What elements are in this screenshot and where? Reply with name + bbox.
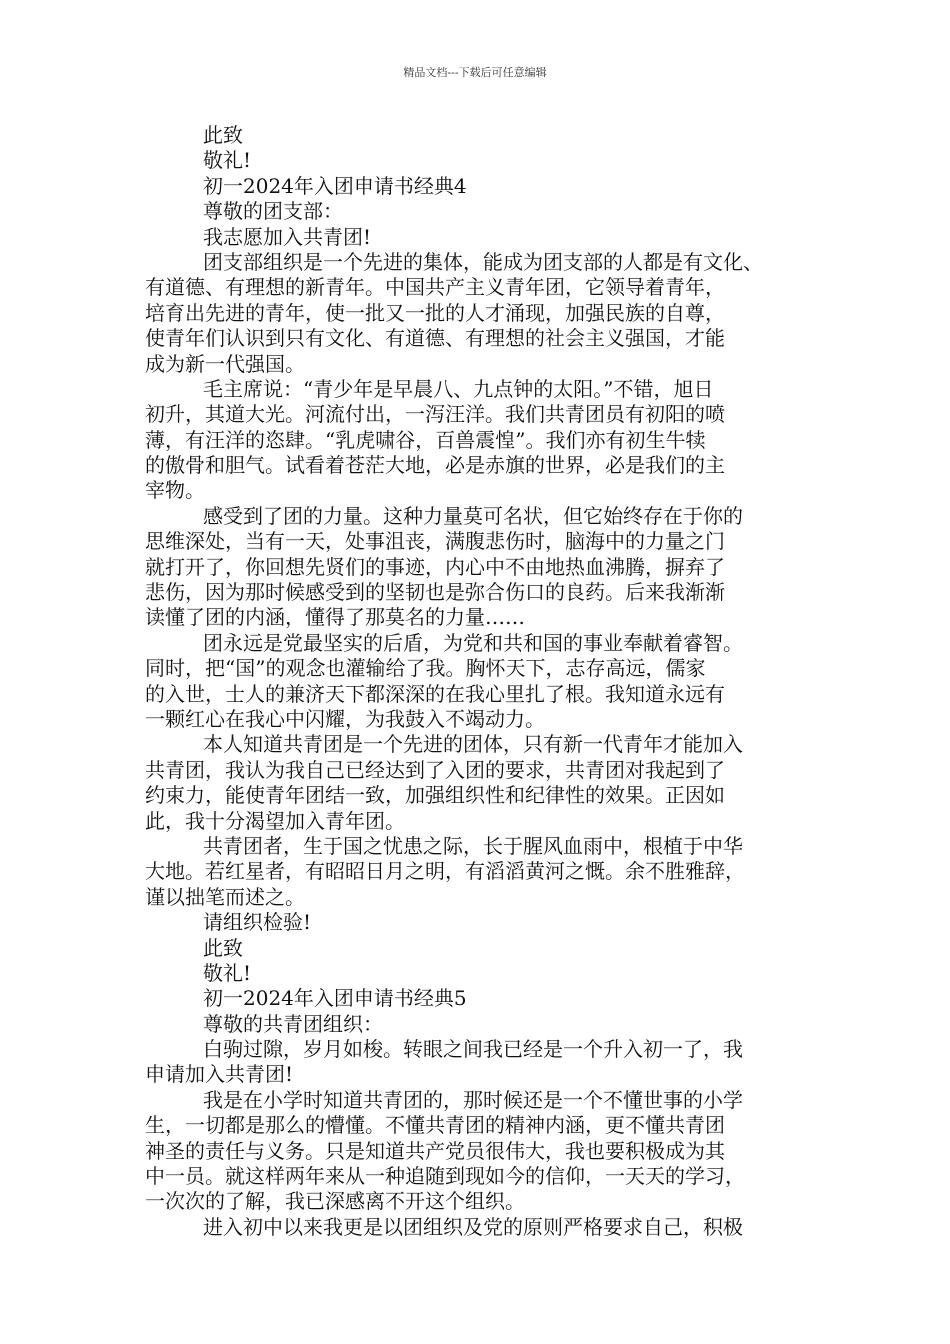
text-line: 共青团者，生于国之忧患之际，长于腥风血雨中，根植于中华 (203, 833, 743, 858)
text-line: 生，一切都是那么的懵懂。不懂共青团的精神内涵，更不懂共青团 (145, 1113, 725, 1138)
text-line: 的傲骨和胆气。试看着苍茫大地，必是赤旗的世界，必是我们的主 (145, 453, 725, 478)
text-line: 薄，有汪洋的恣肆。“乳虎啸谷，百兽震惶”。我们亦有初生牛犊 (145, 427, 706, 452)
text-line: 毛主席说：“青少年是早晨八、九点钟的太阳。”不错，旭日 (203, 376, 714, 401)
page-header: 精品文档---下载后可任意编辑 (403, 66, 547, 79)
text-line: 本人知道共青团是一个先进的团体，只有新一代青年才能加入 (203, 732, 743, 757)
text-line: 尊敬的团支部： (203, 199, 343, 224)
text-line: 进入初中以来我更是以团组织及党的原则严格要求自己，积极 (203, 1214, 743, 1239)
text-line: 敬礼! (203, 148, 252, 173)
text-line: 团支部组织是一个先进的集体，能成为团支部的人都是有文化、 (203, 249, 763, 274)
document-body (145, 123, 835, 1240)
text-line: 敬礼! (203, 960, 252, 985)
text-line: 感受到了团的力量。这种力量莫可名状，但它始终存在于你的 (203, 503, 743, 528)
text-line: 初升，其道大光。河流付出，一泻汪洋。我们共青团员有初阳的喷 (145, 402, 725, 427)
text-line: 我志愿加入共青团! (203, 224, 372, 249)
text-line: 请组织检验! (203, 910, 312, 935)
text-line: 初一2024年入团申请书经典4 (203, 173, 467, 198)
text-line: 谨以拙笔而述之。 (145, 884, 305, 909)
text-line: 的入世，士人的兼济天下都深深的在我心里扎了根。我知道永远有 (145, 681, 725, 706)
text-line: 使青年们认识到只有文化、有道德、有理想的社会主义强国，才能 (145, 326, 725, 351)
text-line: 培育出先进的青年，使一批又一批的人才涌现，加强民族的自尊， (145, 300, 725, 325)
text-line: 此致 (203, 123, 243, 147)
text-line: 悲伤，因为那时候感受到的坚韧也是弥合伤口的良药。后来我渐渐 (145, 580, 725, 605)
text-line: 读懂了团的内涵，懂得了那莫名的力量…… (145, 605, 525, 630)
text-line: 一颗红心在我心中闪耀，为我鼓入不竭动力。 (145, 706, 545, 731)
text-line: 团永远是党最坚实的后盾，为党和共和国的事业奉献着睿智。 (203, 630, 743, 655)
text-line: 宰物。 (145, 478, 205, 503)
text-line: 白驹过隙，岁月如梭。转眼之间我已经是一个升入初一了，我 (203, 1037, 743, 1062)
text-line: 同时，把“国”的观念也灌输给了我。胸怀天下，志存高远，儒家 (145, 656, 706, 681)
text-line: 共青团，我认为我自己已经达到了入团的要求，共青团对我起到了 (145, 757, 725, 782)
text-line: 此，我十分渴望加入青年团。 (145, 808, 405, 833)
text-line: 神圣的责任与义务。只是知道共产党员很伟大，我也要积极成为其 (145, 1138, 725, 1163)
text-line: 约束力，能使青年团结一致，加强组织性和纪律性的效果。正因如 (145, 783, 725, 808)
text-line: 我是在小学时知道共青团的，那时候还是一个不懂世事的小学 (203, 1087, 743, 1112)
text-line: 有道德、有理想的新青年。中国共产主义青年团，它领导着青年， (145, 275, 725, 300)
text-line: 申请加入共青团! (145, 1062, 294, 1087)
text-line: 中一员。就这样两年来从一种追随到现如今的信仰，一天天的学习， (145, 1164, 745, 1189)
text-line: 一次次的了解，我已深感离不开这个组织。 (145, 1189, 525, 1214)
text-line: 思维深处，当有一天，处事沮丧，满腹悲伤时，脑海中的力量之门 (145, 529, 725, 554)
text-line: 此致 (203, 935, 243, 960)
text-line: 初一2024年入团申请书经典5 (203, 986, 467, 1011)
text-line: 就打开了，你回想先贤们的事迹，内心中不由地热血沸腾，摒弃了 (145, 554, 725, 579)
text-line: 成为新一代强国。 (145, 351, 305, 376)
text-line: 大地。若红星者，有昭昭日月之明，有滔滔黄河之慨。余不胜雅辞， (145, 859, 745, 884)
text-line: 尊敬的共青团组织： (203, 1011, 383, 1036)
